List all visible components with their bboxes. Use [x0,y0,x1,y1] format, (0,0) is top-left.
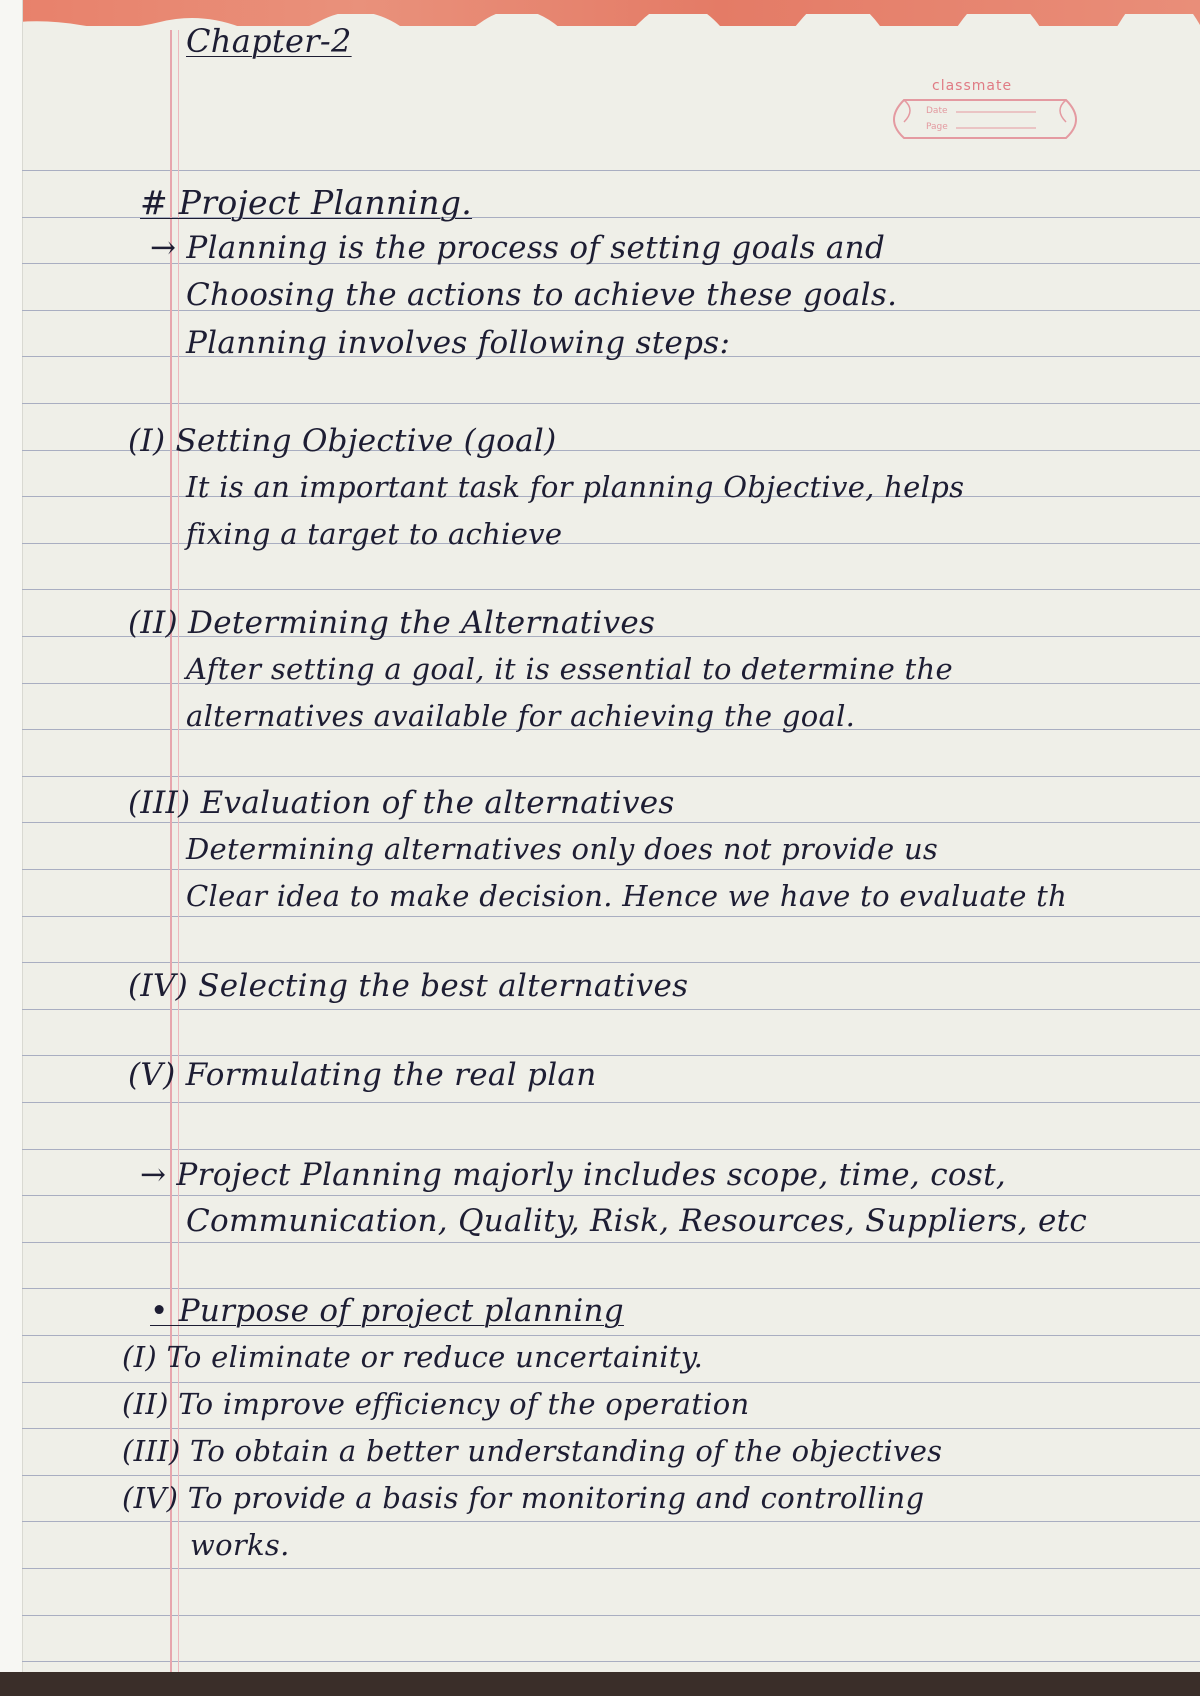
step-4-title: (IV) Selecting the best alternatives [128,968,689,1004]
ruled-line [22,1009,1200,1010]
purpose-4-cont: works. [190,1528,290,1562]
ruled-line [22,1242,1200,1243]
section-heading: # Project Planning. [140,183,473,222]
margin-line-inner [178,30,179,1672]
ruled-line [22,403,1200,404]
ruled-line [22,1149,1200,1150]
step-3-body-1: Determining alternatives only does not provide us [186,832,939,866]
intro-line-2: Choosing the actions to achieve these goals. [186,277,898,313]
torn-paper-edge [0,14,1200,36]
ruled-line [22,1475,1200,1476]
purpose-3: (III) To obtain a better understanding of the objectives [122,1434,943,1468]
ruled-line [22,916,1200,917]
purpose-4: (IV) To provide a basis for monitoring and controlling [122,1481,925,1515]
ruled-line [22,170,1200,171]
step-5-title: (V) Formulating the real plan [128,1057,597,1093]
ruled-line [22,1428,1200,1429]
chapter-title: Chapter-2 [186,22,352,60]
step-1-body-1: It is an important task for planning Objective, helps [186,470,965,504]
ruled-line [22,1615,1200,1616]
ruled-line [22,1661,1200,1662]
date-label: Date [926,106,948,116]
ruled-line [22,1102,1200,1103]
purpose-2: (II) To improve efficiency of the operation [122,1387,750,1421]
ruled-line [22,1288,1200,1289]
ruled-line [22,1195,1200,1196]
step-2-body-1: After setting a goal, it is essential to determine the [186,652,953,686]
step-1-title: (I) Setting Objective (goal) [128,423,557,459]
step-3-title: (III) Evaluation of the alternatives [128,785,675,821]
brand-name: classmate [932,78,1013,94]
step-1-body-2: fixing a target to achieve [186,517,563,551]
step-2-title: (II) Determining the Alternatives [128,605,656,641]
step-3-body-2: Clear idea to make decision. Hence we have to evaluate th [186,879,1068,913]
purpose-1: (I) To eliminate or reduce uncertainity. [122,1340,704,1374]
intro-line-3: Planning involves following steps: [186,325,731,361]
includes-line-1: → Project Planning majorly includes scope, time, cost, [140,1157,1006,1193]
ruled-line [22,962,1200,963]
ruled-line [22,589,1200,590]
ruled-line [22,1568,1200,1569]
includes-line-2: Communication, Quality, Risk, Resources, Suppliers, etc [186,1203,1088,1239]
ruled-line [22,1521,1200,1522]
ruled-line [22,1382,1200,1383]
page-label: Page [926,122,948,132]
ruled-line [22,822,1200,823]
intro-line-1: → Planning is the process of setting goals and [150,230,886,266]
step-2-body-2: alternatives available for achieving the goal. [186,699,856,733]
margin-line [170,30,172,1672]
page-bottom-shadow [0,1672,1200,1696]
brand-date-badge [876,78,1094,158]
ruled-line [22,776,1200,777]
ruled-line [22,1335,1200,1336]
binding-spine [0,0,23,1696]
purpose-heading: • Purpose of project planning [150,1293,624,1329]
ruled-line [22,869,1200,870]
